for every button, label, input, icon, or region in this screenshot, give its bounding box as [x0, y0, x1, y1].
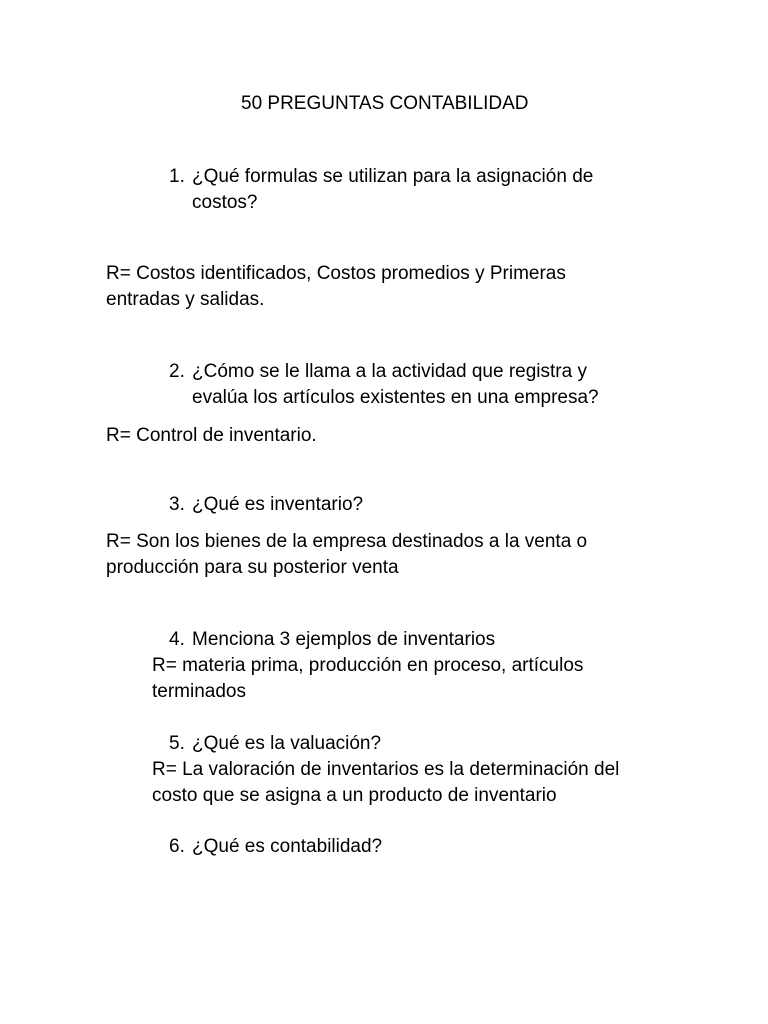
answer-text-line: R= materia prima, producción en proceso, artículos	[152, 655, 584, 676]
question-text-line: evalúa los artículos existentes en una empresa?	[192, 387, 599, 408]
answer-text-line: R= Costos identificados, Costos promedios y Primeras	[106, 263, 566, 284]
question-text-line: Menciona 3 ejemplos de inventarios	[192, 629, 496, 650]
question-text-line: ¿Qué es contabilidad?	[192, 836, 383, 857]
answer-text-line: terminados	[152, 681, 246, 702]
answer-text-line: R= Son los bienes de la empresa destinados a la venta o	[106, 531, 588, 552]
question-number: 3.	[169, 494, 185, 515]
answer-text-line: R= La valoración de inventarios es la determinación del	[152, 759, 620, 780]
question-number: 6.	[169, 836, 185, 857]
document-title: 50 PREGUNTAS CONTABILIDAD	[241, 93, 529, 114]
question-text-line: costos?	[192, 192, 258, 213]
question-text-line: ¿Qué es la valuación?	[192, 733, 382, 754]
question-number: 5.	[169, 733, 185, 754]
answer-text-line: entradas y salidas.	[106, 289, 265, 310]
question-number: 1.	[169, 166, 185, 187]
answer-text-line: producción para su posterior venta	[106, 557, 399, 578]
answer-text-line: costo que se asigna a un producto de inventario	[152, 785, 557, 806]
question-number: 4.	[169, 629, 185, 650]
question-text-line: ¿Qué formulas se utilizan para la asignación de	[192, 166, 594, 187]
question-text-line: ¿Qué es inventario?	[192, 494, 364, 515]
question-number: 2.	[169, 361, 185, 382]
answer-text-line: R= Control de inventario.	[106, 425, 317, 446]
question-text-line: ¿Cómo se le llama a la actividad que registra y	[192, 361, 587, 382]
